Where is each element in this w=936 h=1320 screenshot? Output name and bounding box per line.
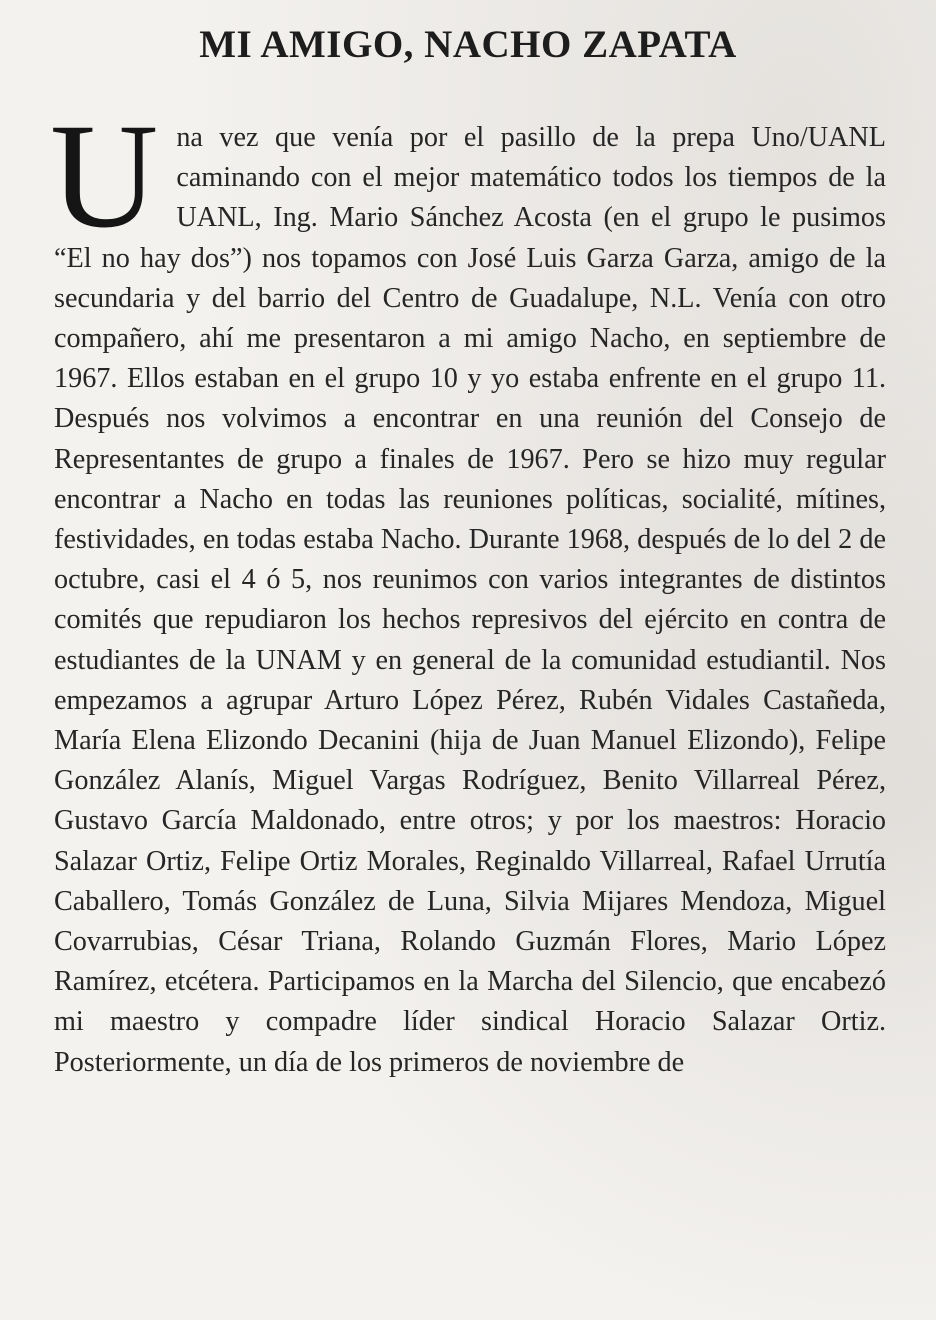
body-paragraph	[50, 93, 886, 1083]
drop-cap: U	[50, 93, 159, 259]
chapter-title: MI AMIGO, NACHO ZAPATA	[199, 23, 737, 66]
paragraph-text: na vez que venía por el pasillo de la prepa Uno/UANL caminando con el mejor matemático todos los tiempos de la UANL, Ing. Mario Sánchez Acosta (en el grupo le pusimos “El no hay dos”) nos topamos con José Luis Garza Garza, amigo de la secundaria y del barrio del Centro de Guadalupe, N.L. Venía con otro compañero, ahí me presentaron a mi amigo Nacho, en septiembre de 1967. Ellos estaban en el grupo 10 y yo estaba enfrente en el grupo 11. Después nos volvimos a encontrar en una reunión del Consejo de Representantes de grupo a finales de 1967. Pero se hizo muy regular encontrar a Nacho en todas las reuniones políticas, socialité, mítines, festividades, en todas estaba Nacho. Durante 1968, después de lo del 2 de octubre, casi el 4 ó 5, nos reunimos con varios integrantes de distintos comités que repudiaron los hechos represivos del ejército en contra de estudiantes de la UNAM y en general de la comunidad estudiantil. Nos empezamos a agrupar Arturo López Pérez, Rubén Vidales Castañeda, María Elena Elizondo Decanini (hija de Juan Manuel Elizondo), Felipe González Alanís, Miguel Vargas Rodríguez, Benito Villarreal Pérez, Gustavo García Maldonado, entre otros; y por los maestros: Horacio Salazar Ortiz, Felipe Ortiz Morales, Reginaldo Villarreal, Rafael Urrutía Caballero, Tomás González de Luna, Silvia Mijares Mendoza, Miguel Covarrubias, César Triana, Rolando Guzmán Flores, Mario López Ramírez, etcétera. Participamos en la Marcha del Silencio, que encabezó mi maestro y compadre líder sindical Horacio Salazar Ortiz. Posteriormente, un día de los primeros de noviembre de	[54, 122, 886, 1078]
